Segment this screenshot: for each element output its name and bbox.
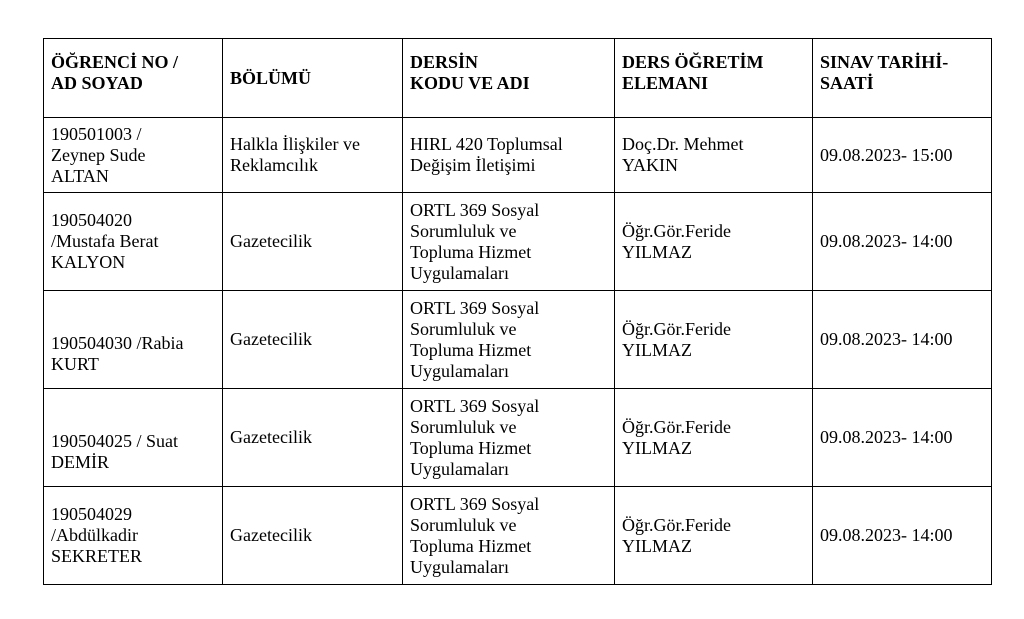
- datetime-cell: 09.08.2023- 14:00: [813, 487, 992, 585]
- instructor-cell: Öğr.Gör.Feride YILMAZ: [615, 193, 813, 291]
- datetime-cell: 09.08.2023- 15:00: [813, 118, 992, 193]
- student-cell: 190504030 /Rabia KURT: [44, 291, 223, 389]
- table-row: [44, 118, 992, 193]
- instructor-cell: Öğr.Gör.Feride YILMAZ: [615, 487, 813, 585]
- instructor-cell: Öğr.Gör.Feride YILMAZ: [615, 389, 813, 487]
- datetime-cell: 09.08.2023- 14:00: [813, 193, 992, 291]
- table-row: [44, 487, 992, 585]
- student-cell: 190504029 /Abdülkadir SEKRETER: [44, 487, 223, 585]
- course-cell: ORTL 369 Sosyal Sorumluluk ve Topluma Hizmet Uygulamaları: [403, 291, 615, 389]
- header-student: ÖĞRENCİ NO / AD SOYAD: [44, 39, 223, 118]
- student-cell: 190504025 / Suat DEMİR: [44, 389, 223, 487]
- department-cell: Gazetecilik: [223, 389, 403, 487]
- table-row: [44, 291, 992, 389]
- header-department: BÖLÜMÜ: [223, 39, 403, 118]
- instructor-cell: Öğr.Gör.Feride YILMAZ: [615, 291, 813, 389]
- student-cell: 190501003 / Zeynep Sude ALTAN: [44, 118, 223, 193]
- course-cell: ORTL 369 Sosyal Sorumluluk ve Topluma Hizmet Uygulamaları: [403, 193, 615, 291]
- department-cell: Gazetecilik: [223, 487, 403, 585]
- datetime-cell: 09.08.2023- 14:00: [813, 291, 992, 389]
- table-row: [44, 193, 992, 291]
- header-row: [44, 39, 992, 118]
- header-instructor: DERS ÖĞRETİM ELEMANI: [615, 39, 813, 118]
- instructor-cell: Doç.Dr. Mehmet YAKIN: [615, 118, 813, 193]
- student-cell: 190504020 /Mustafa Berat KALYON: [44, 193, 223, 291]
- table-row: [44, 389, 992, 487]
- exam-schedule-table: [43, 38, 992, 585]
- course-cell: ORTL 369 Sosyal Sorumluluk ve Topluma Hizmet Uygulamaları: [403, 389, 615, 487]
- header-datetime: SINAV TARİHİ- SAATİ: [813, 39, 992, 118]
- department-cell: Halkla İlişkiler ve Reklamcılık: [223, 118, 403, 193]
- datetime-cell: 09.08.2023- 14:00: [813, 389, 992, 487]
- course-cell: ORTL 369 Sosyal Sorumluluk ve Topluma Hizmet Uygulamaları: [403, 487, 615, 585]
- department-cell: Gazetecilik: [223, 291, 403, 389]
- department-cell: Gazetecilik: [223, 193, 403, 291]
- header-course: DERSİN KODU VE ADI: [403, 39, 615, 118]
- course-cell: HIRL 420 Toplumsal Değişim İletişimi: [403, 118, 615, 193]
